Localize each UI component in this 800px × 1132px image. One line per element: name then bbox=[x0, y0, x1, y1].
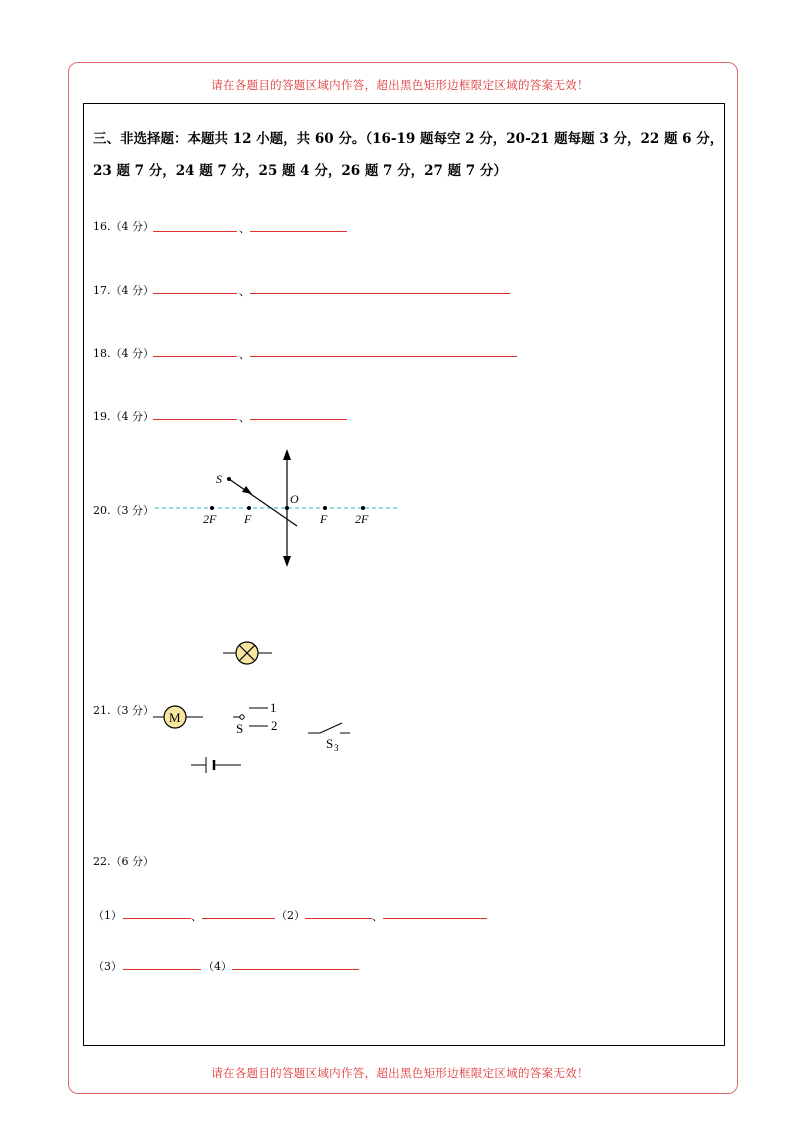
label-f-left: F bbox=[244, 512, 252, 526]
switch-s3-symbol-icon bbox=[308, 723, 350, 753]
label-2f-right: 2F bbox=[355, 512, 369, 526]
question-22-label: 22.（6 分） bbox=[93, 855, 154, 868]
switch-pos-2: 2 bbox=[271, 718, 278, 733]
switch-s3-label: S bbox=[326, 736, 334, 751]
section-heading-line2: 23 题 7 分，24 题 7 分，25 题 4 分，26 题 7 分，27 题 7 分） bbox=[93, 163, 507, 179]
question-18-label: 18.（4 分） bbox=[93, 347, 154, 360]
switch-s-label: S bbox=[236, 721, 244, 736]
label-s: S bbox=[216, 472, 222, 486]
q22-part-4-label: （4） bbox=[203, 960, 232, 973]
label-o: O bbox=[290, 492, 299, 506]
q22-part-2-blank-1[interactable] bbox=[305, 918, 372, 919]
top-warning: 请在各题目的答题区域内作答，超出黑色矩形边框限定区域的答案无效！ bbox=[211, 78, 589, 92]
question-19-label: 19.（4 分） bbox=[93, 410, 154, 423]
q22-part-1-label: （1） bbox=[93, 909, 122, 922]
q18-separator: 、 bbox=[239, 348, 250, 361]
switch-s-symbol-icon bbox=[233, 700, 278, 736]
motor-label: M bbox=[169, 710, 181, 725]
switch-s3-subscript: 3 bbox=[334, 743, 339, 753]
question-21-label: 21.（3 分） bbox=[93, 704, 154, 717]
q22-part-1-blank-2[interactable] bbox=[202, 918, 275, 919]
question-16-label: 16.（4 分） bbox=[93, 220, 154, 233]
question-17-label: 17.（4 分） bbox=[93, 284, 154, 297]
q19-separator: 、 bbox=[239, 411, 250, 424]
q22-part-1-blank-1[interactable] bbox=[123, 918, 191, 919]
q22-part-1-separator: 、 bbox=[191, 910, 202, 923]
q22-part-2-separator: 、 bbox=[372, 910, 383, 923]
section-heading-line1: 三、非选择题：本题共 12 小题，共 60 分。（16-19 题每空 2 分，20-21 题每题 3 分，22 题 6 分， bbox=[93, 131, 724, 147]
label-2f-left: 2F bbox=[203, 512, 217, 526]
question-20-label: 20.（3 分） bbox=[93, 504, 154, 517]
q17-separator: 、 bbox=[239, 285, 250, 298]
q22-part-2-blank-2[interactable] bbox=[383, 918, 487, 919]
q22-part-4-blank[interactable] bbox=[232, 969, 359, 970]
q22-part-3-blank[interactable] bbox=[123, 969, 201, 970]
q22-part-2-label: （2） bbox=[276, 909, 305, 922]
battery-symbol-icon bbox=[191, 757, 241, 773]
lamp-symbol-icon bbox=[223, 642, 272, 664]
q22-part-3-label: （3） bbox=[93, 960, 122, 973]
bottom-warning: 请在各题目的答题区域内作答，超出黑色矩形边框限定区域的答案无效！ bbox=[211, 1066, 589, 1080]
switch-pos-1: 1 bbox=[270, 700, 277, 715]
label-f-right: F bbox=[320, 512, 328, 526]
motor-symbol-icon bbox=[153, 706, 203, 728]
q16-separator: 、 bbox=[239, 222, 250, 235]
